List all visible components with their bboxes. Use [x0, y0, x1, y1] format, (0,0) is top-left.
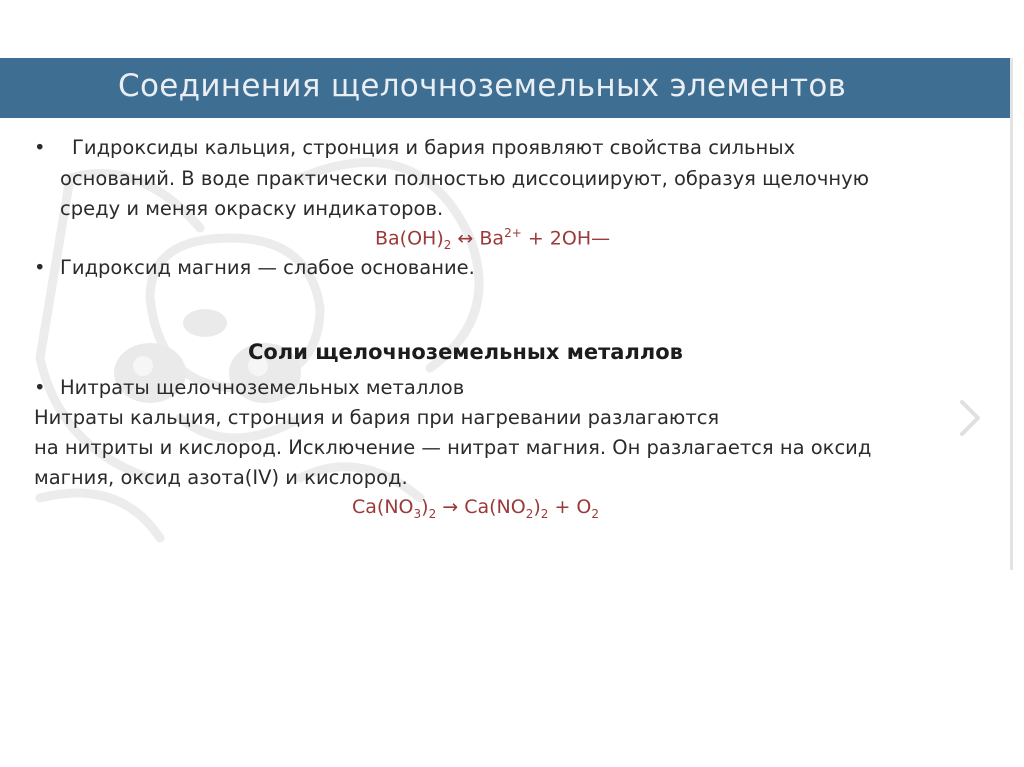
- title-bar: [0, 58, 1013, 118]
- slide-title: Соединения щелочноземельных элементов: [118, 68, 847, 104]
- text-line: Нитраты щелочноземельных металлов: [60, 376, 465, 399]
- text-line: Нитраты кальция, стронция и бария при нагревании разлагаются: [34, 406, 720, 429]
- section-heading: Соли щелочноземельных металлов: [248, 340, 683, 364]
- formula-barium-hydroxide: $Ba(OH)_2$ ↔ $Ba^{2+}$ + 2OH—: [375, 226, 611, 253]
- bullet-marker: •: [34, 256, 46, 279]
- text-line: на нитриты и кислород. Исключение — нитрат магния. Он разлагается на оксид: [34, 436, 872, 459]
- text-line: Гидроксиды кальция, стронция и бария проявляют свойства сильных: [72, 136, 796, 159]
- bullet-marker: •: [34, 136, 46, 159]
- text-line: Гидроксид магния — слабое основание.: [60, 256, 475, 279]
- text-line: среду и меняя окраску индикаторов.: [60, 197, 444, 220]
- slide: [0, 58, 1013, 570]
- text-line: оснований. В воде практически полностью диссоциируют, образуя щелочную: [60, 167, 870, 190]
- chevron-right-icon[interactable]: [956, 398, 984, 438]
- text-line: магния, оксид азота(IV) и кислород.: [34, 466, 408, 489]
- bullet-marker: •: [34, 376, 46, 399]
- formula-calcium-nitrate: $Ca(NO_3)_2 \to Ca(NO_2)_2 + O_2$: [352, 496, 600, 521]
- slide-right-edge: [1010, 58, 1013, 570]
